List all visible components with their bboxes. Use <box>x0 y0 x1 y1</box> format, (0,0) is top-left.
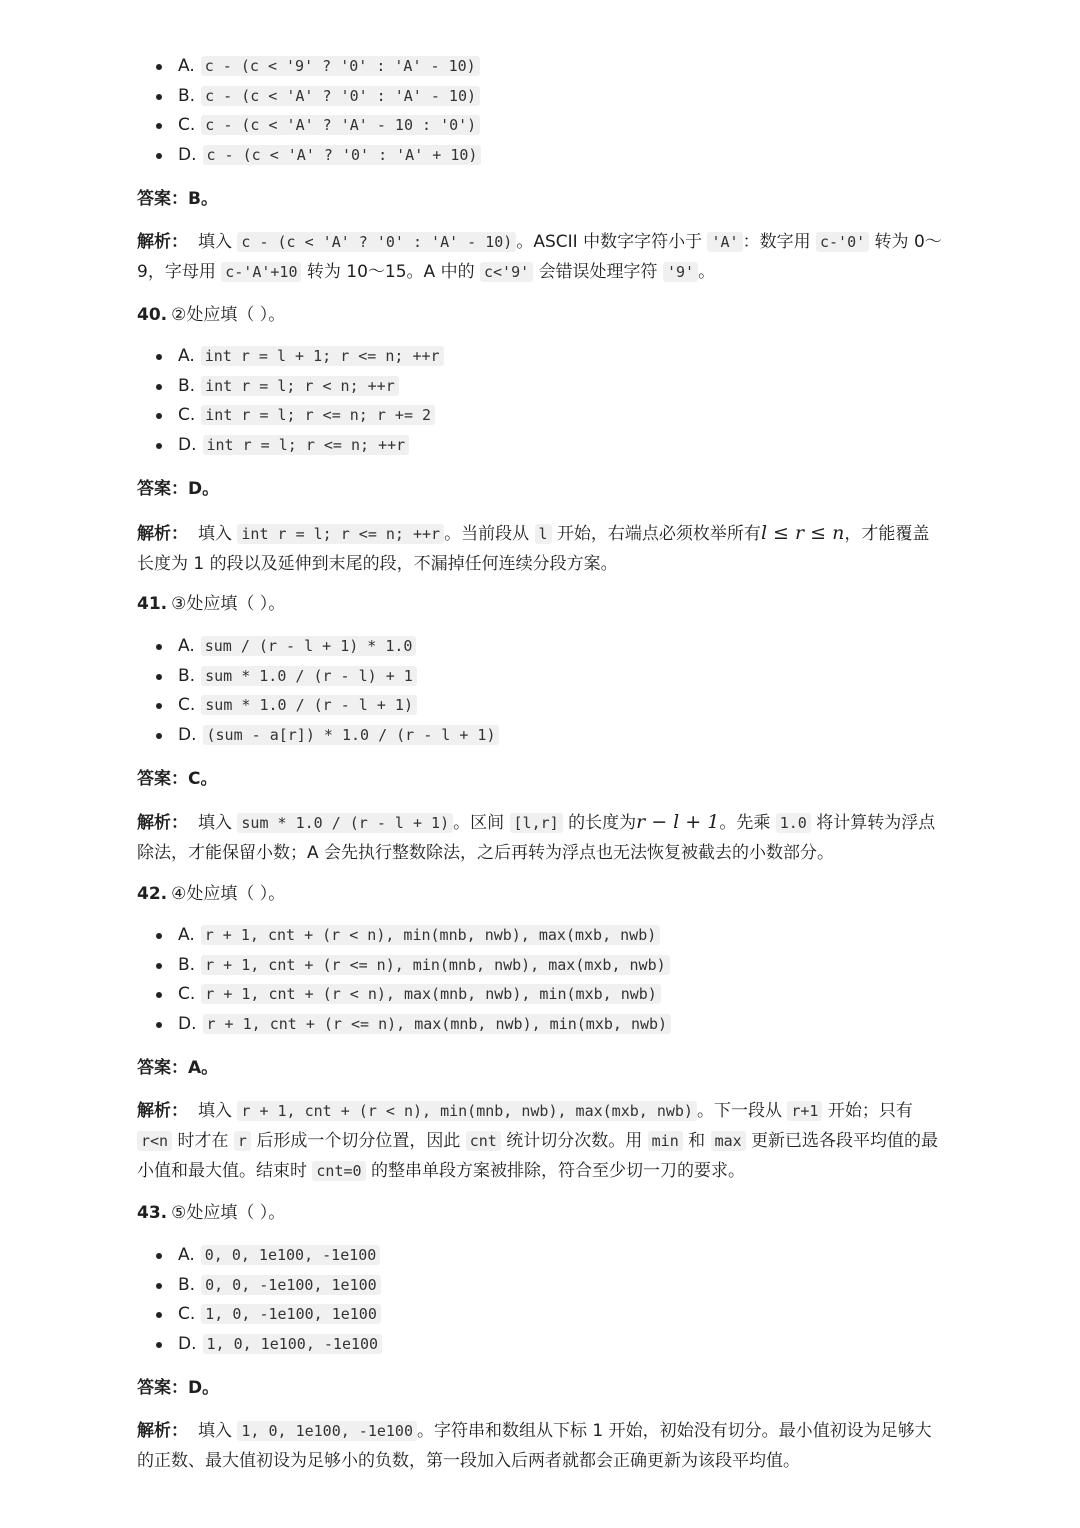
text-span: C. <box>178 695 196 716</box>
option-code: r + 1, cnt + (r <= n), min(mnb, nwb), max(mxb, nwb) <box>201 955 670 975</box>
option-code: r + 1, cnt + (r <= n), max(mnb, nwb), min(mxb, nwb) <box>203 1014 672 1034</box>
option-code: int r = l; r <= n; ++r <box>203 435 410 455</box>
option-b <box>150 1271 382 1301</box>
option-code: int r = l + 1; r <= n; ++r <box>201 346 444 366</box>
text-span: 答案： <box>137 1058 188 1078</box>
q39-answer <box>137 184 218 214</box>
text-span: 。当前段从 <box>444 524 530 544</box>
option-d <box>150 721 499 751</box>
option-c <box>150 401 444 431</box>
text-span: B。 <box>188 189 218 209</box>
option-code: 0, 0, 1e100, -1e100 <box>201 1245 381 1265</box>
inline-code: min <box>648 1131 683 1151</box>
text-span: A. <box>178 1245 195 1265</box>
text-span: A. <box>178 925 195 945</box>
q43-answer <box>137 1373 219 1403</box>
q43-title <box>137 1198 285 1228</box>
q41-options <box>150 632 499 750</box>
option-a <box>150 342 444 372</box>
text-span: ②处应填（ ）。 <box>171 305 286 325</box>
text-span: 解析： <box>137 232 188 252</box>
text-span: B. <box>178 375 196 396</box>
text-span: A。 <box>188 1058 219 1078</box>
q42-options <box>150 921 671 1039</box>
q42-explanation <box>137 1096 943 1186</box>
inline-code: c-'A'+10 <box>221 262 301 282</box>
option-code: c - (c < 'A' ? '0' : 'A' - 10) <box>201 86 480 106</box>
q41-explanation <box>137 807 943 868</box>
q39-explanation <box>137 227 943 287</box>
text-span: B. <box>178 954 196 975</box>
text-span: C. <box>178 1304 196 1325</box>
inline-code: '9' <box>663 262 698 282</box>
inline-code: r+1 <box>787 1101 822 1121</box>
option-a <box>150 52 481 82</box>
inline-code: r + 1, cnt + (r < n), min(mnb, nwb), max(mxb, nwb) <box>237 1101 697 1121</box>
option-code: int r = l; r <= n; r += 2 <box>201 405 435 425</box>
q40-title <box>137 300 285 330</box>
text-span: 解析： <box>137 1421 188 1441</box>
option-a <box>150 921 671 951</box>
option-c <box>150 691 499 721</box>
text-span: 答案： <box>137 479 188 499</box>
text-span: 。先乘 <box>719 813 771 833</box>
text-span: B. <box>178 665 196 686</box>
text-span: 40. <box>137 305 168 325</box>
option-a <box>150 632 499 662</box>
inline-code: r <box>234 1131 251 1151</box>
text-span: 。下一段从 <box>696 1101 782 1121</box>
text-span: 43. <box>137 1203 168 1223</box>
option-c <box>150 111 481 141</box>
text-span: 和 <box>688 1131 706 1151</box>
q42-answer <box>137 1053 218 1083</box>
option-d <box>150 1330 382 1360</box>
option-code: sum / (r - l + 1) * 1.0 <box>201 636 417 656</box>
text-span: 更新已选各段平均值的最小值和最大值。结束时 <box>137 1131 939 1181</box>
q40-options <box>150 342 444 460</box>
text-span: 填入 <box>198 1421 232 1441</box>
text-span: D. <box>178 144 197 165</box>
option-code: r + 1, cnt + (r < n), min(mnb, nwb), max(mxb, nwb) <box>201 925 661 945</box>
text-span: ，才能覆盖长度为 1 的段以及延伸到末尾的段，不漏掉任何连续分段方案。 <box>137 524 930 574</box>
text-span: ③处应填（ ）。 <box>171 594 286 614</box>
text-span: D. <box>178 724 197 745</box>
text-span: 会错误处理字符 <box>538 262 658 282</box>
text-span: 。区间 <box>453 813 505 833</box>
text-span: A. <box>178 56 195 76</box>
text-span: C. <box>178 405 196 426</box>
option-code: 1, 0, -1e100, 1e100 <box>201 1304 381 1324</box>
option-d <box>150 141 481 171</box>
inline-code: sum * 1.0 / (r - l + 1) <box>237 813 453 833</box>
text-span: 转为 10～15。A 中的 <box>306 262 475 282</box>
text-span: 解析： <box>137 813 188 833</box>
q41-answer <box>137 764 217 794</box>
inline-code: 1.0 <box>776 813 811 833</box>
option-code: (sum - a[r]) * 1.0 / (r - l + 1) <box>203 725 500 745</box>
text-span: 答案： <box>137 189 188 209</box>
inline-code: [l,r] <box>510 813 563 833</box>
option-d <box>150 1010 671 1040</box>
text-span: 填入 <box>198 232 232 252</box>
option-d <box>150 431 444 461</box>
inline-code: max <box>711 1131 746 1151</box>
option-c <box>150 1300 382 1330</box>
text-span: l ≤ r ≤ n <box>760 522 845 544</box>
text-span: 开始，右端点必须枚举所有 <box>556 524 761 544</box>
option-b <box>150 372 444 402</box>
inline-code: int r = l; r <= n; ++r <box>237 524 444 544</box>
text-span: 答案： <box>137 769 188 789</box>
text-span: 统计切分次数。用 <box>506 1131 643 1151</box>
text-span: 的整串单段方案被排除，符合至少切一刀的要求。 <box>370 1161 745 1181</box>
text-span: D。 <box>188 479 220 499</box>
option-code: 0, 0, -1e100, 1e100 <box>201 1275 381 1295</box>
option-b <box>150 951 671 981</box>
option-code: r + 1, cnt + (r < n), max(mnb, nwb), min(mxb, nwb) <box>201 984 661 1004</box>
option-code: sum * 1.0 / (r - l) + 1 <box>201 666 417 686</box>
text-span: 。字符串和数组从下标 1 开始，初始没有切分。最小值初设为足够大的正数、最大值初设为足够小的负数，第一段加入后两者就都会正确更新为该段平均值。 <box>137 1421 932 1471</box>
text-span: 。ASCII 中数字字符小于 <box>516 232 703 252</box>
text-span: D。 <box>188 1378 220 1398</box>
q43-options <box>150 1241 382 1359</box>
text-span: ：数字用 <box>742 232 811 252</box>
text-span: 将计算转为浮点除法，才能保留小数；A 会先执行整数除法，之后再转为浮点也无法恢复被截去的小数部分。 <box>137 813 936 863</box>
text-span: D. <box>178 1013 197 1034</box>
text-span: 后形成一个切分位置，因此 <box>256 1131 461 1151</box>
option-code: c - (c < 'A' ? 'A' - 10 : '0') <box>201 115 480 135</box>
text-span: B. <box>178 85 196 106</box>
text-span: C. <box>178 115 196 136</box>
text-span: 的长度为 <box>568 813 637 833</box>
inline-code: 1, 0, 1e100, -1e100 <box>237 1421 417 1441</box>
text-span: C. <box>178 984 196 1005</box>
text-span: A. <box>178 346 195 366</box>
option-b <box>150 82 481 112</box>
text-span: 41. <box>137 594 168 614</box>
text-span: 填入 <box>198 1101 232 1121</box>
q40-explanation <box>137 518 943 579</box>
option-c <box>150 980 671 1010</box>
text-span: 解析： <box>137 1101 188 1121</box>
inline-code: cnt=0 <box>312 1161 365 1181</box>
text-span: 。 <box>698 262 716 282</box>
option-code: sum * 1.0 / (r - l + 1) <box>201 695 417 715</box>
text-span: 填入 <box>198 524 232 544</box>
option-b <box>150 662 499 692</box>
text-span: 答案： <box>137 1378 188 1398</box>
text-span: A. <box>178 636 195 656</box>
q43-explanation <box>137 1416 943 1476</box>
text-span: 填入 <box>198 813 232 833</box>
text-span: 开始；只有 <box>827 1101 913 1121</box>
inline-code: c<'9' <box>480 262 533 282</box>
text-span: B. <box>178 1274 196 1295</box>
text-span: C。 <box>188 769 218 789</box>
text-span: D. <box>178 434 197 455</box>
option-code: 1, 0, 1e100, -1e100 <box>203 1334 383 1354</box>
inline-code: c-'0' <box>816 232 869 252</box>
inline-code: l <box>535 524 552 544</box>
text-span: r − l + 1 <box>636 811 720 833</box>
q42-title <box>137 879 285 909</box>
text-span: 转为 0～9，字母用 <box>137 232 942 282</box>
option-code: c - (c < 'A' ? '0' : 'A' + 10) <box>203 145 482 165</box>
option-code: c - (c < '9' ? '0' : 'A' - 10) <box>201 56 480 76</box>
text-span: 解析： <box>137 524 188 544</box>
text-span: ⑤处应填（ ）。 <box>171 1203 286 1223</box>
q39-options <box>150 52 481 170</box>
inline-code: r<n <box>137 1131 172 1151</box>
q41-title <box>137 589 285 619</box>
inline-code: cnt <box>466 1131 501 1151</box>
text-span: ④处应填（ ）。 <box>171 884 286 904</box>
inline-code: 'A' <box>707 232 742 252</box>
text-span: D. <box>178 1333 197 1354</box>
q40-answer <box>137 474 219 504</box>
text-span: 时才在 <box>177 1131 229 1151</box>
option-code: int r = l; r < n; ++r <box>201 376 399 396</box>
option-a <box>150 1241 382 1271</box>
text-span: 42. <box>137 884 168 904</box>
inline-code: c - (c < 'A' ? '0' : 'A' - 10) <box>237 232 516 252</box>
